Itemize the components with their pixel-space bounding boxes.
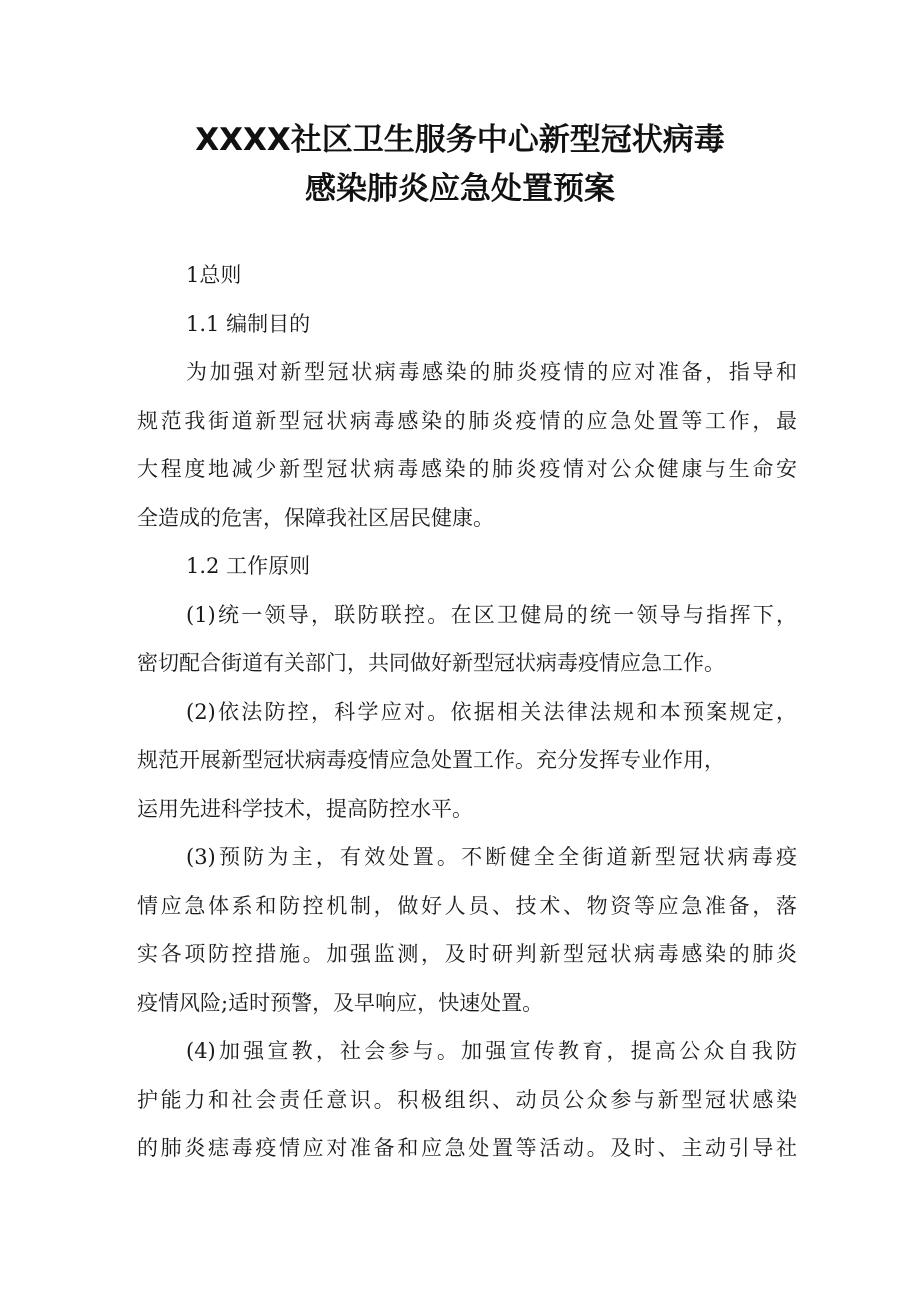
- paragraph-line: (2)依法防控，科学应对。依据相关法律法规和本预案规定，: [186, 700, 797, 724]
- paragraph-line: 为加强对新型冠状病毒感染的肺炎疫情的应对准备，指导和: [186, 360, 797, 384]
- paragraph-line: 护能力和社会责任意识。积极组织、动员公众参与新型冠状感染: [137, 1088, 797, 1112]
- paragraph-line: 大程度地减少新型冠状病毒感染的肺炎疫情对公众健康与生命安: [137, 457, 797, 481]
- paragraph-line: 的肺炎痣毒疫情应对准备和应急处置等活动。及时、主动引导社: [137, 1136, 797, 1160]
- paragraph-line: (4)加强宣教，社会参与。加强宣传教育，提高公众自我防: [186, 1039, 797, 1063]
- section-heading-principles: 1.2 工作原则: [186, 554, 311, 578]
- section-heading-purpose: 1.1 编制目的: [186, 312, 311, 336]
- section-heading-general: 1总则: [186, 263, 242, 287]
- paragraph-line: 实各项防控措施。加强监测，及时研判新型冠状病毒感染的肺炎: [137, 942, 797, 966]
- document-title-line-2: 感染肺炎应急处置预案: [305, 171, 615, 207]
- paragraph-line: 全造成的危害，保障我社区居民健康。: [137, 506, 494, 530]
- paragraph-line: 规范我街道新型冠状病毒感染的肺炎疫情的应急处置等工作，最: [137, 409, 797, 433]
- paragraph-line: (1)统一领导，联防联控。在区卫健局的统一领导与指挥下，: [186, 603, 797, 627]
- document-title-line-1: XXXX社区卫生服务中心新型冠状病毒: [195, 122, 725, 158]
- paragraph-line: 情应急体系和防控机制，做好人员、技术、物资等应急准备，落: [137, 894, 797, 918]
- paragraph-line: 运用先进科学技术，提高防控水平。: [137, 797, 473, 821]
- paragraph-line: (3)预防为主，有效处置。不断健全全街道新型冠状病毒疫: [186, 845, 797, 869]
- paragraph-line: 疫情风险;适时预警，及早响应，快速处置。: [137, 991, 544, 1015]
- paragraph-line: 密切配合街道有关部门，共同做好新型冠状病毒疫情应急工作。: [137, 651, 725, 675]
- paragraph-line: 规范开展新型冠状病毒疫情应急处置工作。充分发挥专业作用，: [137, 748, 725, 772]
